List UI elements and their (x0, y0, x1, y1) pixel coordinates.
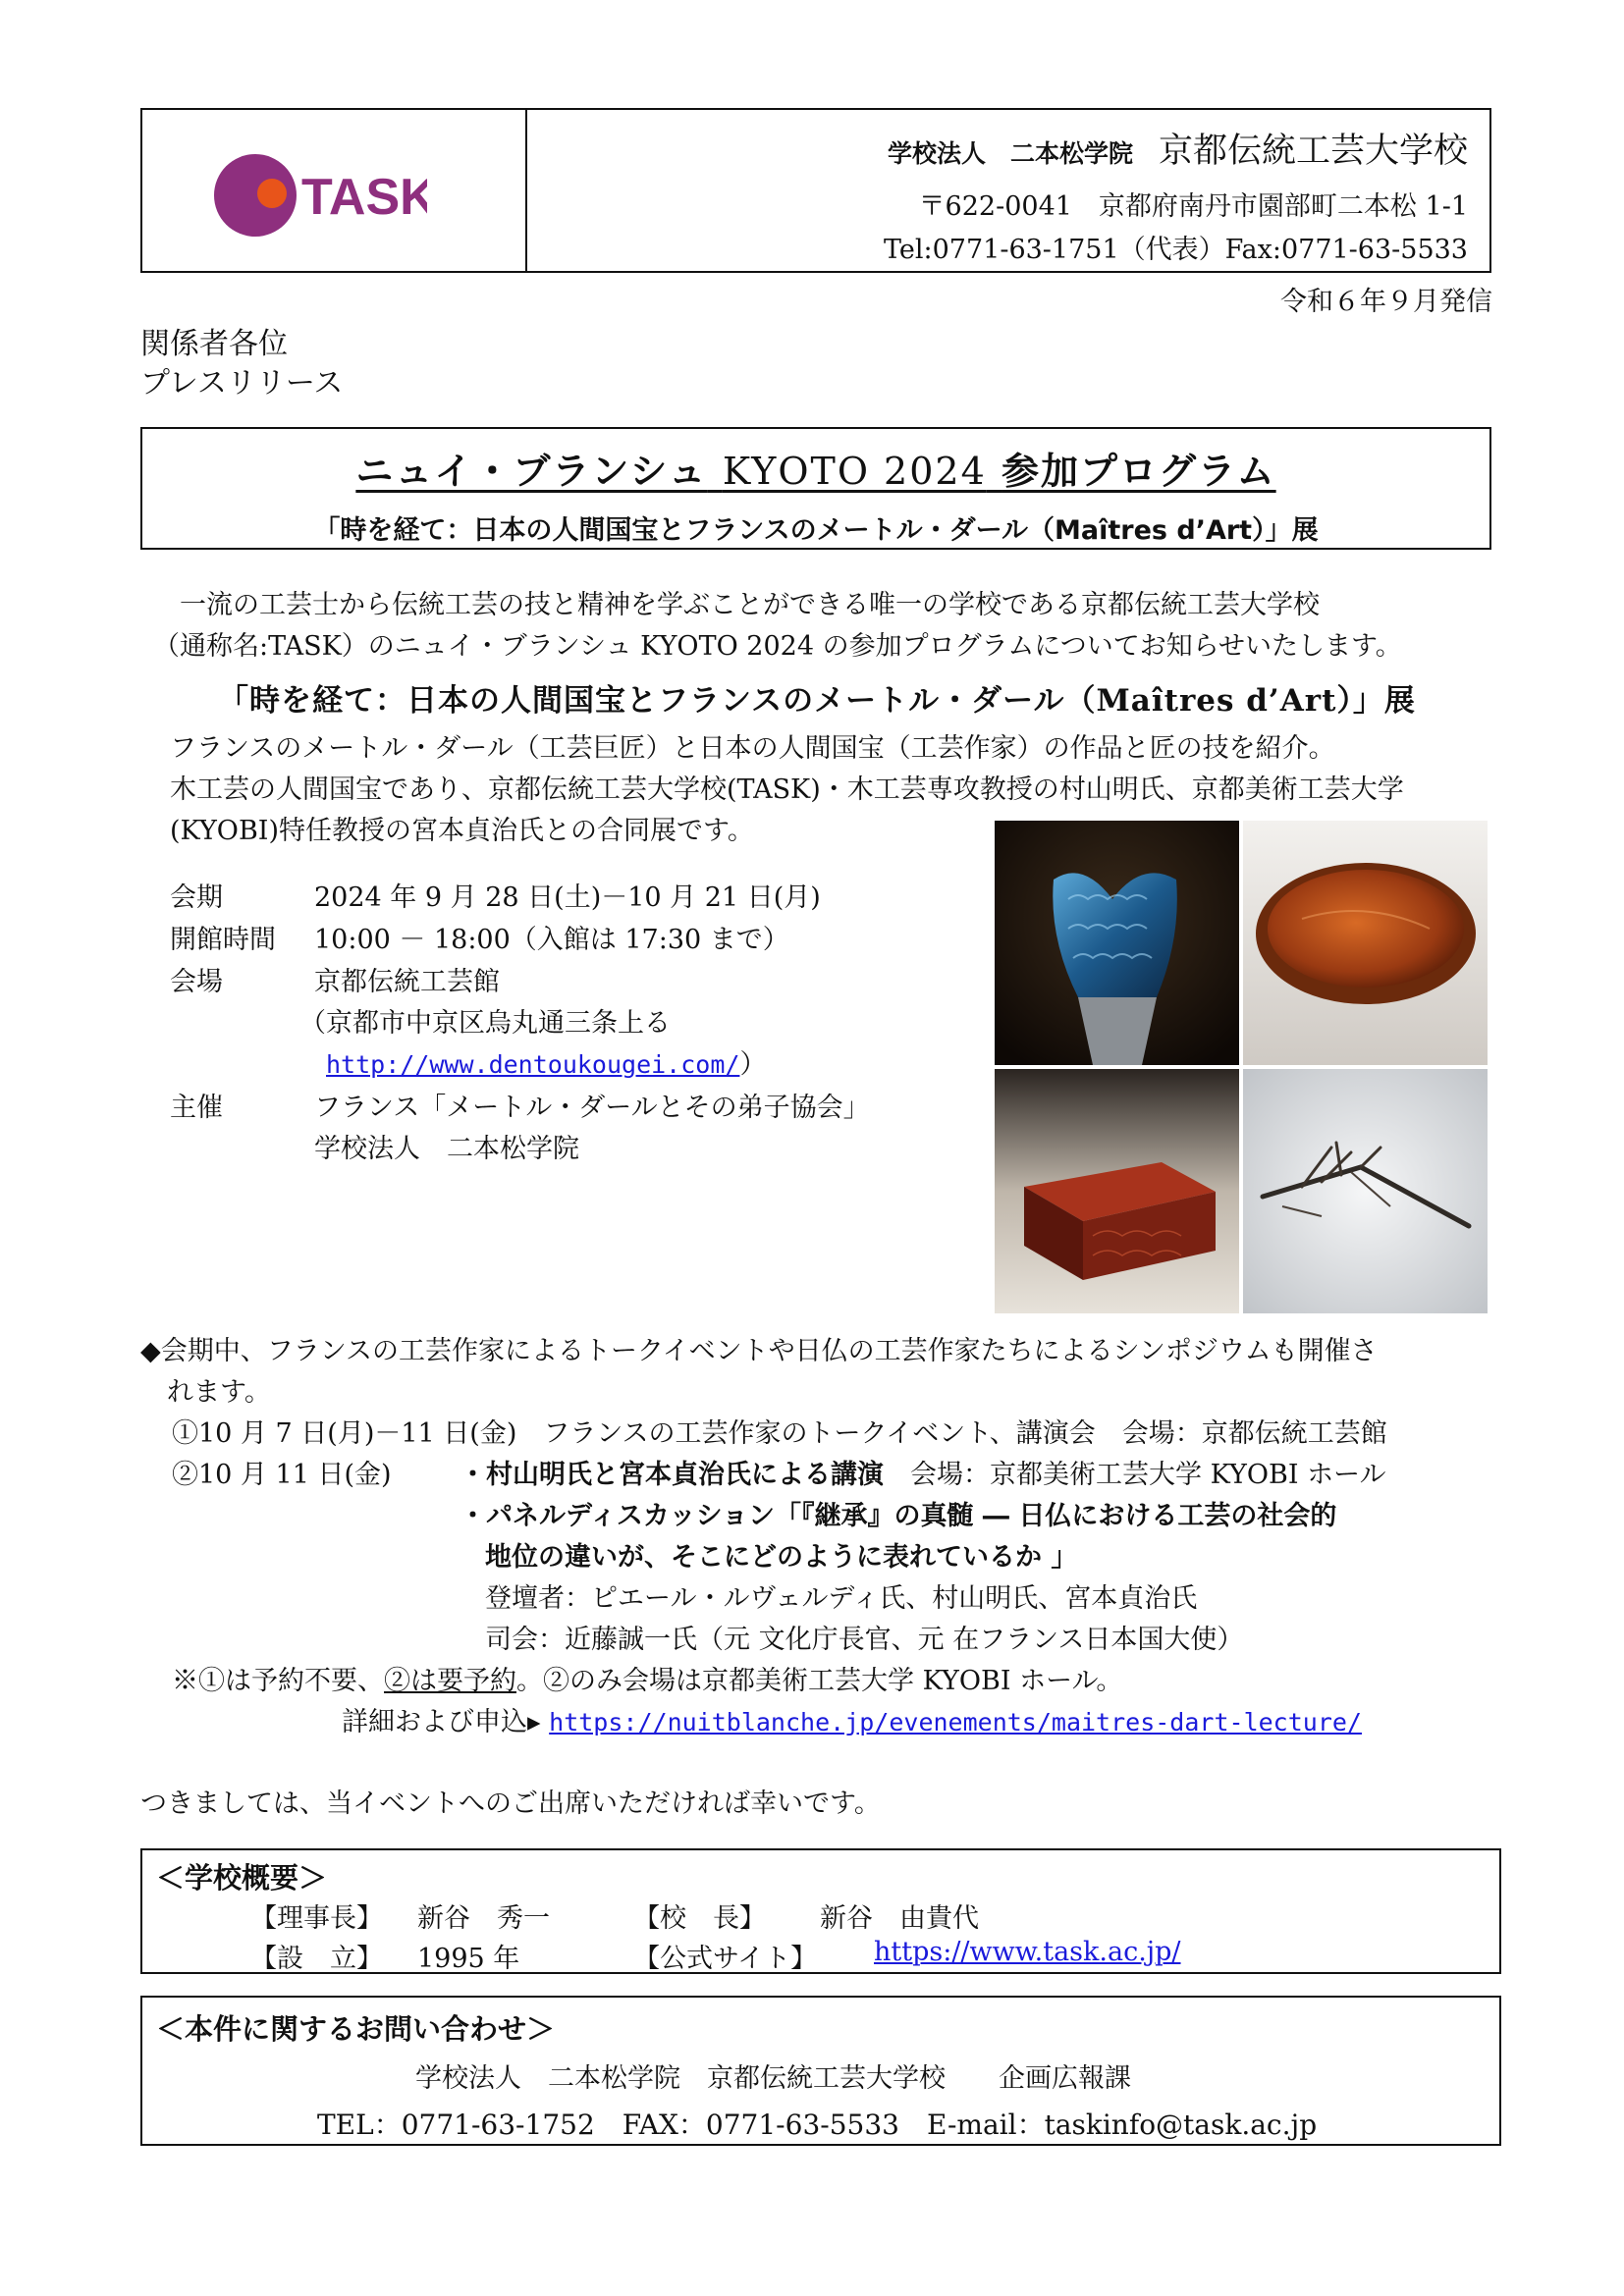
talk-title: ・村山明氏と宮本貞治氏による講演 (460, 1460, 884, 1490)
title-latin: KYOTO 2024 (722, 450, 987, 493)
organizer-label: 主催 (170, 1093, 223, 1123)
events-intro-cont: れます。 (167, 1377, 271, 1408)
exhibit-desc-line: (KYOBI)特任教授の宮本貞治氏との合同展です。 (170, 816, 754, 846)
title-prefix: ニュイ・ブランシュ (355, 450, 708, 493)
panel-title-cont: 地位の違いが、そこにどのように表れているか 」 (485, 1542, 1078, 1573)
svg-text:TASK: TASK (301, 169, 427, 226)
task-logo (211, 151, 427, 240)
artwork-collage (995, 821, 1488, 1313)
panel-speakers: 登壇者：ピエール・ルヴェルディ氏、村山明氏、宮本貞治氏 (485, 1583, 1198, 1614)
talk-venue: 会場：京都美術工芸大学 KYOBI ホール (910, 1460, 1386, 1490)
chairman-name: 新谷 秀一 (417, 1903, 550, 1934)
header-divider (525, 110, 527, 271)
principal-name: 新谷 由貴代 (820, 1903, 979, 1934)
hours-label: 開館時間 (170, 925, 276, 955)
school-tel-fax: Tel:0771-63-1751（代表）Fax:0771-63-5533 (883, 235, 1468, 265)
title-box (140, 427, 1491, 550)
school-overview-heading: ＜学校概要＞ (156, 1861, 328, 1895)
school-overview-box (140, 1848, 1501, 1974)
details-line (342, 1700, 1362, 1738)
note-prefix: ※①は予約不要、 (172, 1666, 384, 1696)
event-item-1: ①10 月 7 日(月)－11 日(金) フランスの工芸作家のトークイベント、講演会 会場：京都伝統工芸館 (172, 1418, 1387, 1449)
school-name-line (888, 124, 1468, 173)
reservation-note (172, 1659, 1122, 1697)
venue-url-line (326, 1042, 766, 1081)
principal-label: 【校 長】 (633, 1903, 766, 1934)
issue-date: 令和６年９月発信 (1280, 287, 1492, 317)
subtitle: 「時を経て：日本の人間国宝とフランスのメートル・ダール（Maîtres d’Art）」展 (313, 515, 1319, 546)
contact-org: 学校法人 二本松学院 京都伝統工芸大学校 企画広報課 (415, 2063, 1131, 2094)
corset-sculpture-photo (995, 821, 1239, 1065)
period-label: 会期 (170, 882, 223, 913)
note-underlined: ②は要予約 (384, 1666, 516, 1696)
hours-value: 10:00 － 18:00（入館は 17:30 まで） (314, 925, 789, 955)
period-value: 2024 年 9 月 28 日(土)－10 月 21 日(月) (314, 882, 821, 913)
organizer-value: 学校法人 二本松学院 (314, 1134, 579, 1164)
event-item-2-talk (460, 1453, 1386, 1491)
contact-details: TEL：0771-63-1752 FAX：0771-63-5533 E-mail：taskinfo@task.ac.jp (317, 2109, 1318, 2141)
main-title (355, 441, 1275, 495)
organizer-value: フランス「メートル・ダールとその弟子協会」 (314, 1093, 870, 1123)
details-link[interactable]: https://nuitblanche.jp/evenements/maitres-dart-lecture/ (549, 1708, 1362, 1736)
wooden-tray-photo (1243, 821, 1488, 1065)
exhibit-desc-line: 木工芸の人間国宝であり、京都伝統工芸大学校(TASK)・木工芸専攻教授の村山明氏、京都美術工芸大学 (170, 774, 1404, 805)
contact-heading: ＜本件に関するお問い合わせ＞ (156, 2012, 556, 2046)
chairman-label: 【理事長】 (250, 1903, 383, 1934)
exhibit-title: 「時を経て：日本の人間国宝とフランスのメートル・ダール（Maîtres d’Art）」展 (218, 683, 1416, 719)
details-label: 詳細および申込▸ (342, 1707, 541, 1737)
events-intro: ◆会期中、フランスの工芸作家によるトークイベントや日仏の工芸作家たちによるシンポジウムも開催さ (140, 1336, 1378, 1366)
intro-line: 一流の工芸士から伝統工芸の技と精神を学ぶことができる唯一の学校である京都伝統工芸大学校 (180, 590, 1320, 620)
letterhead (140, 108, 1491, 273)
school-address: 〒622-0041 京都府南丹市園部町二本松 1-1 (918, 191, 1468, 222)
addressee-line: 関係者各位 (140, 327, 288, 361)
panel-moderator: 司会：近藤誠一氏（元 文化庁長官、元 在フランス日本国大使） (485, 1625, 1244, 1655)
org-prefix: 学校法人 二本松学院 (887, 139, 1133, 168)
founded-year: 1995 年 (417, 1944, 520, 1974)
note-suffix: 。②のみ会場は京都美術工芸大学 KYOBI ホール。 (516, 1666, 1123, 1696)
exhibit-desc-line: フランスのメートル・ダール（工芸巨匠）と日本の人間国宝（工芸作家）の作品と匠の技を紹介。 (170, 733, 1335, 764)
title-suffix: 参加プログラム (1001, 450, 1276, 493)
venue-url-link[interactable]: http://www.dentoukougei.com/ (326, 1050, 740, 1079)
venue-address: （京都市中京区烏丸通三条上る (299, 1008, 671, 1039)
contact-box (140, 1996, 1501, 2146)
site-label: 【公式サイト】 (633, 1944, 818, 1974)
wooden-box-photo (995, 1069, 1239, 1313)
founded-label: 【設 立】 (250, 1944, 383, 1974)
venue-label: 会場 (170, 967, 223, 997)
event-item-2-date: ②10 月 11 日(金) (172, 1460, 392, 1490)
closing-line: つきましては、当イベントへのご出席いただければ幸いです。 (140, 1789, 881, 1819)
press-release-label: プレスリリース (140, 366, 344, 400)
intro-line: （通称名:TASK）のニュイ・ブランシュ KYOTO 2024 の参加プログラムについてお知らせいたします。 (153, 631, 1402, 662)
venue-url-close: ） (739, 1049, 767, 1080)
panel-title: ・パネルディスカッション「『継承』の真髄 ― 日仏における工芸の社会的 (460, 1501, 1337, 1531)
driftwood-sculpture-photo (1243, 1069, 1488, 1313)
school-name: 京都伝統工芸大学校 (1158, 132, 1468, 171)
official-site-link[interactable]: https://www.task.ac.jp/ (874, 1937, 1181, 1967)
venue-value: 京都伝統工芸館 (314, 967, 500, 997)
